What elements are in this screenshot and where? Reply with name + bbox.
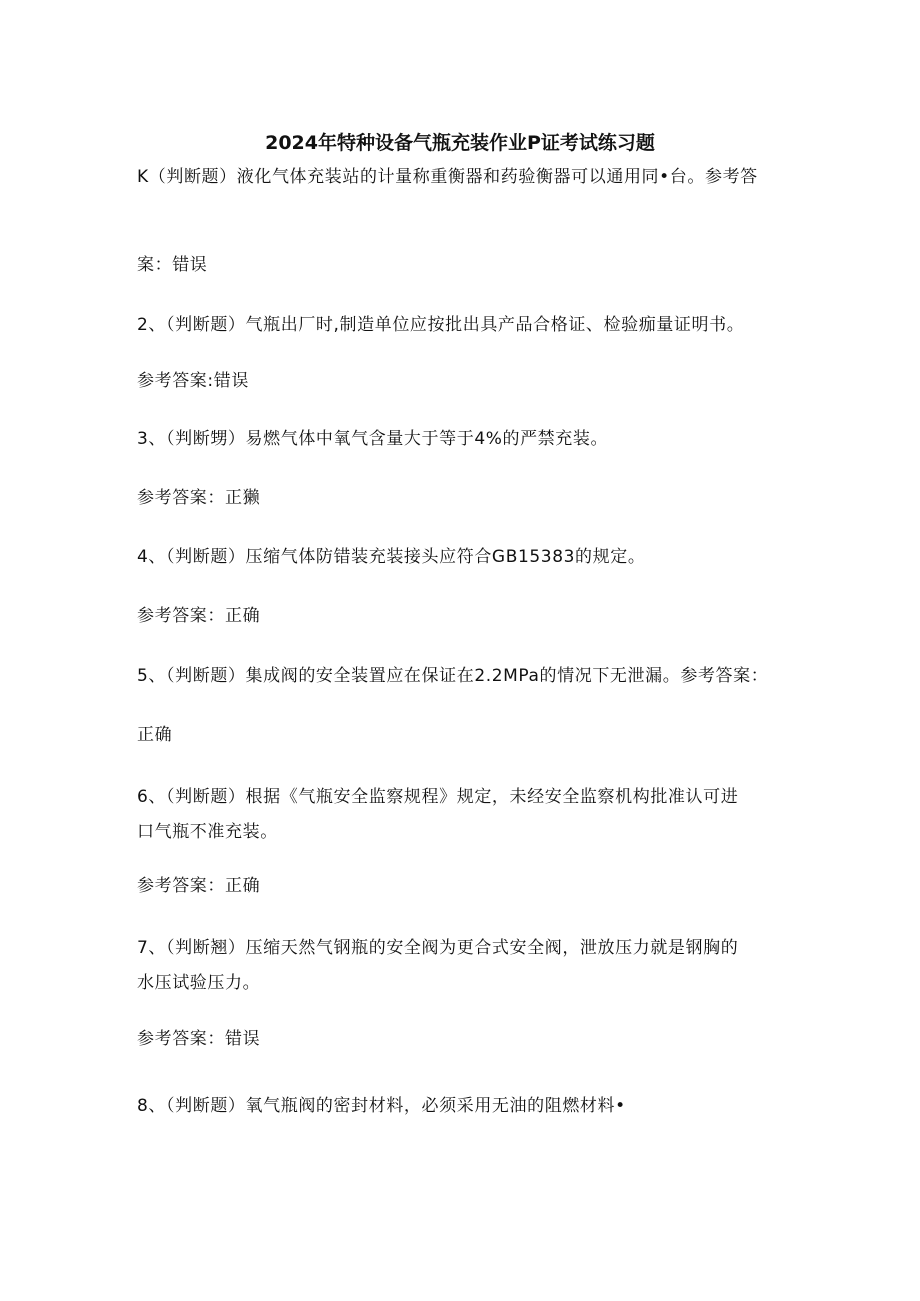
q6-answer: 参考答案：正确 — [137, 876, 261, 896]
q2-text: 2、（判断题）气瓶出厂时,制造单位应按批出具产品合格证、检验痂量证明书。 — [137, 315, 745, 335]
q5-text-line2: 正确 — [137, 725, 173, 745]
q1-text-line1: K（判断题）液化气体充装站的计量称重衡器和药验衡器可以通用同•台。参考答 — [137, 167, 758, 187]
q7-text-line2: 水压试验压力。 — [137, 973, 261, 993]
q7-answer: 参考答案：错误 — [137, 1029, 261, 1049]
q2-answer: 参考答案:错误 — [137, 371, 249, 391]
q4-answer: 参考答案：正确 — [137, 606, 261, 626]
q6-text-line2: 口气瓶不准充装。 — [137, 822, 278, 842]
page-title: 2024年特种设备气瓶充装作业P证考试练习题 — [265, 132, 655, 154]
q3-text: 3、（判断甥）易燃气体中氧气含量大于等于4%的严禁充装。 — [137, 429, 609, 449]
q7-text-line1: 7、（判断翘）压缩天然气钢瓶的安全阀为更合式安全阀，泄放压力就是钢胸的 — [137, 938, 739, 958]
q4-text: 4、（判断题）压缩气体防错装充装接头应符合GB15383的规定。 — [137, 547, 646, 567]
q6-text-line1: 6、（判断题）根据《气瓶安全监察规程》规定，未经安全监察机构批准认可进 — [137, 787, 739, 807]
q3-answer: 参考答案：正獭 — [137, 488, 261, 508]
q5-text-line1: 5、（判断题）集成阀的安全装置应在保证在2.2MPa的情况下无泄漏。参考答案： — [137, 666, 769, 686]
q1-text-line2: 案：错误 — [137, 255, 208, 275]
q8-text: 8、（判断题）氧气瓶阀的密封材料，必须采用无油的阻燃材料• — [137, 1096, 626, 1116]
